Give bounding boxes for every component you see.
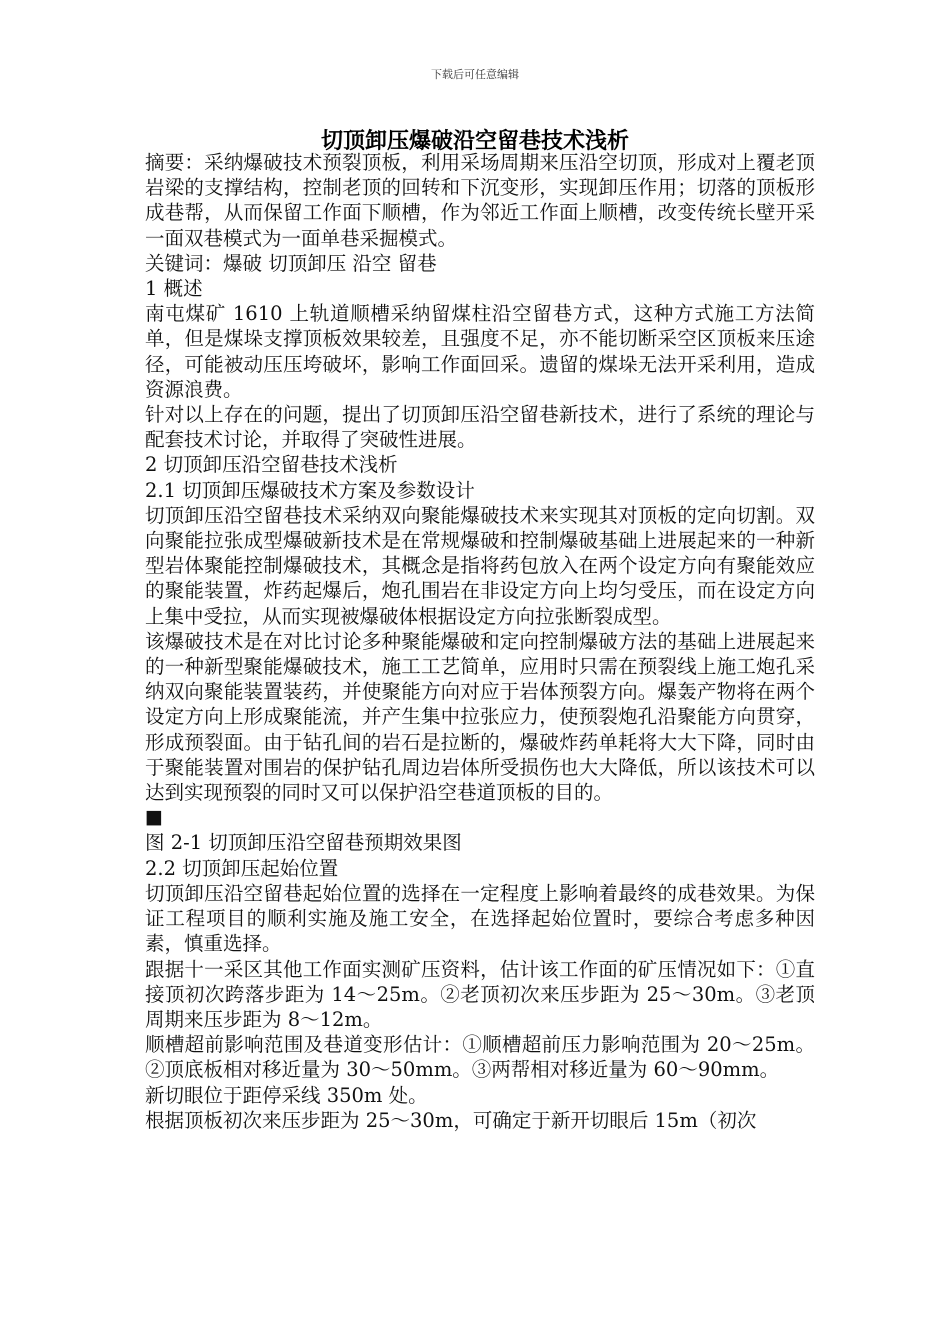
paragraph: 新切眼位于距停采线 350m 处。 bbox=[145, 1083, 428, 1107]
keywords-line: 关键词：爆破 切顶卸压 沿空 留巷 bbox=[145, 251, 437, 275]
header-note: 下载后可任意编辑 bbox=[431, 68, 519, 81]
abstract-paragraph: 摘要：采纳爆破技术预裂顶板，利用采场周期来压沿空切顶，形成对上覆老顶岩梁的支撑结构，控制老顶的回转和下沉变形，实现卸压作用；切落的顶板形成巷帮，从而保留工作面下顺槽，作为邻近工作面上顺槽，改变传统长壁开采一面双巷模式为一面单巷采掘模式。 bbox=[145, 151, 815, 250]
paragraph: 跟据十一采区其他工作面实测矿压资料，估计该工作面的矿压情况如下：①直接顶初次跨落步距为 14～25m。②老顶初次来压步距为 25～30m。③老顶周期来压步距为 8～12m。 bbox=[145, 957, 815, 1031]
paragraph: 该爆破技术是在对比讨论多种聚能爆破和定向控制爆破方法的基础上进展起来的一种新型聚能爆破技术，施工工艺简单，应用时只需在预裂线上施工炮孔采纳双向聚能装置装药，并使聚能方向对应于岩体预裂方向。爆轰产物将在两个设定方向上形成聚能流，并产生集中拉张应力，使预裂炮孔沿聚能方向贯穿，形成预裂面。由于钻孔间的岩石是拉断的，爆破炸药单耗将大大下降，同时由于聚能装置对围岩的保护钻孔周边岩体所受损伤也大大降低，所以该技术可以达到实现预裂的同时又可以保护沿空巷道顶板的目的。 bbox=[145, 629, 815, 805]
subsection-heading: 2.1 切顶卸压爆破技术方案及参数设计 bbox=[145, 478, 475, 502]
figure-placeholder-icon: ■ bbox=[145, 806, 163, 829]
paragraph: 南屯煤矿 1610 上轨道顺槽采纳留煤柱沿空留巷方式，这种方式施工方法简单，但是煤垛支撑顶板效果较差，且强度不足，亦不能切断采空区顶板来压途径，可能被动压压垮破坏，影响工作面回采。遗留的煤垛无法开采利用，造成资源浪费。 bbox=[145, 302, 815, 401]
document-body bbox=[145, 150, 815, 1133]
document-title: 切顶卸压爆破沿空留巷技术浅析 bbox=[320, 129, 629, 154]
figure-caption: 图 2-1 切顶卸压沿空留巷预期效果图 bbox=[145, 831, 462, 855]
paragraph: 切顶卸压沿空留巷起始位置的选择在一定程度上影响着最终的成巷效果。为保证工程项目的顺利实施及施工安全，在选择起始位置时，要综合考虑多种因素，慎重选择。 bbox=[145, 881, 815, 956]
paragraph: 顺槽超前影响范围及巷道变形估计：①顺槽超前压力影响范围为 20～25m。②顶底板相对移近量为 30～50mm。③两帮相对移近量为 60～90mm。 bbox=[145, 1033, 815, 1082]
paragraph: 切顶卸压沿空留巷技术采纳双向聚能爆破技术来实现其对顶板的定向切割。双向聚能拉张成型爆破新技术是在常规爆破和控制爆破基础上进展起来的一种新型岩体聚能控制爆破技术，其概念是指将药包放入在两个设定方向有聚能效应的聚能装置，炸药起爆后，炮孔围岩在非设定方向上均匀受压，而在设定方向上集中受拉，从而实现被爆破体根据设定方向拉张断裂成型。 bbox=[145, 503, 815, 628]
paragraph: 针对以上存在的问题，提出了切顶卸压沿空留巷新技术，进行了系统的理论与配套技术讨论，并取得了突破性进展。 bbox=[145, 403, 815, 452]
section-heading: 2 切顶卸压沿空留巷技术浅析 bbox=[145, 453, 398, 477]
paragraph: 根据顶板初次来压步距为 25～30m，可确定于新开切眼后 15m（初次 bbox=[145, 1108, 757, 1132]
subsection-heading: 2.2 切顶卸压起始位置 bbox=[145, 856, 339, 880]
section-heading: 1 概述 bbox=[145, 277, 203, 301]
